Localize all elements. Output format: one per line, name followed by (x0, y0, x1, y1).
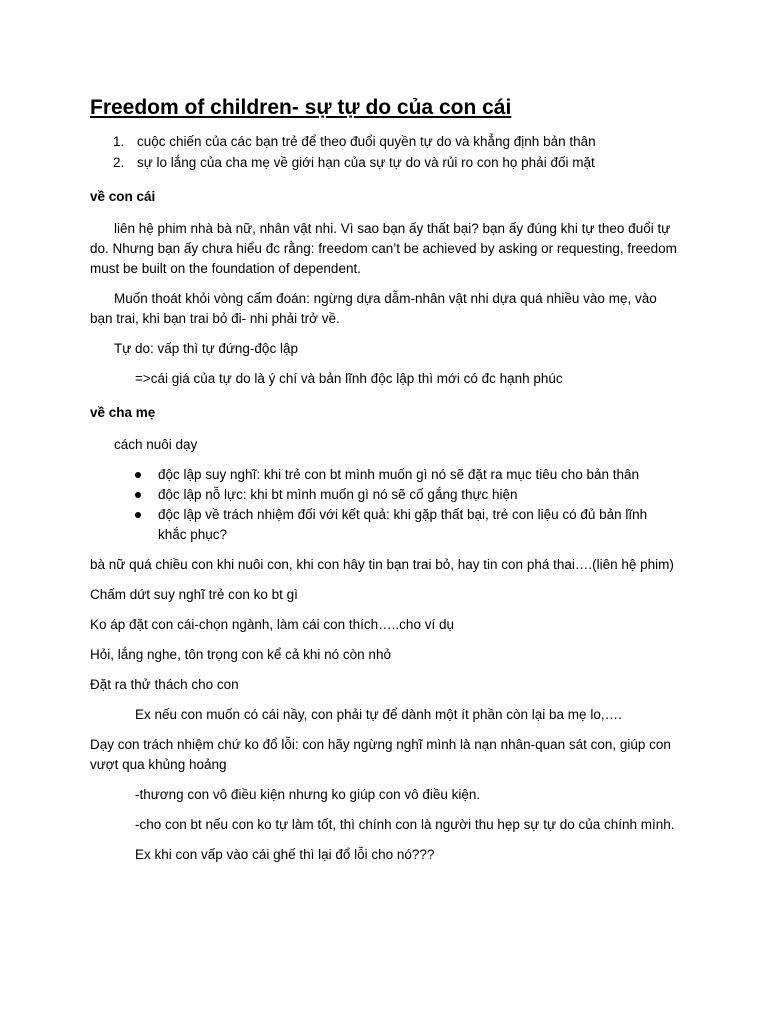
list-item (90, 485, 678, 505)
paragraph: Đặt ra thử thách cho con (90, 677, 239, 692)
section-heading-parents: về cha mẹ (90, 405, 156, 420)
bullet-list (90, 465, 678, 545)
paragraph: Ko áp đặt con cái-chọn ngành, làm cái con thích…..cho ví dụ (90, 617, 454, 632)
paragraph: =>cái giá của tự do là ý chí và bản lĩnh độc lập thì mới có đc hạnh phúc (135, 371, 563, 386)
list-text: độc lập về trách nhiệm đối với kết quả: khi gặp thất bại, trẻ con liệu có đủ bản lĩnh khắc phục? (158, 507, 648, 542)
paragraph: -thương con vô điều kiện nhưng ko giúp con vô điều kiện. (135, 787, 481, 802)
list-number: 2. (113, 155, 125, 170)
paragraph: cách nuôi dạy (114, 437, 198, 452)
document-title: Freedom of children- sự tự do của con cái (90, 96, 512, 119)
paragraph: bà nữ quá chiều con khi nuôi con, khi con hây tin bạn trai bỏ, hay tin con phá thai….(liên hệ phim) (90, 557, 674, 572)
list-text: cuộc chiến của các bạn trẻ để theo đuổi quyền tự do và khẳng định bản thân (137, 134, 596, 149)
paragraph: Ex nếu con muốn có cái nầy, con phải tự để dành một ít phần còn lại ba mẹ lo,…. (135, 707, 622, 722)
list-item (90, 152, 678, 173)
list-number: 1. (113, 134, 125, 149)
bullet-icon (90, 505, 158, 545)
list-text: sự lo lắng của cha mẹ về giới hạn của sự tự do và rủi ro con họ phải đối mặt (137, 155, 595, 170)
bullet-icon (90, 465, 158, 485)
paragraph: Muốn thoát khỏi vòng cấm đoán: ngừng dựa dẫm-nhân vật nhi dựa quá nhiều vào mẹ, vào bạn trai, khi bạn trai bỏ đi- nhi phải trở về. (90, 291, 657, 326)
paragraph: liên hệ phim nhà bà nữ, nhân vật nhi. Vì sao bạn ấy thất bại? bạn ấy đúng khi tự theo đuổi tự do. Nhưng bạn ấy chưa hiểu đc rằng: freedom can’t be achieved by asking or requesting, freedom must be built on the foundation of dependent. (90, 221, 677, 276)
paragraph: -cho con bt nếu con ko tự làm tốt, thì chính con là người thu hẹp sự tự do của chính mình. (135, 817, 675, 832)
section-heading-children: về con cái (90, 189, 156, 204)
paragraph: Ex khi con vấp vào cái ghế thì lại đổ lỗi cho nó??? (135, 847, 435, 862)
list-item (90, 131, 678, 152)
list-text: độc lập nỗ lực: khi bt mình muốn gì nó sẽ cố gắng thực hiện (158, 487, 518, 502)
paragraph: Dạy con trách nhiệm chứ ko đổ lỗi: con hãy ngừng nghĩ mình là nạn nhân-quan sát con, giúp con vượt qua khủng hoảng (90, 737, 671, 772)
list-text: độc lập suy nghĩ: khi trẻ con bt mình muốn gì nó sẽ đặt ra mục tiêu cho bản thân (158, 467, 640, 482)
bullet-icon (90, 485, 158, 505)
intro-list (90, 131, 678, 173)
paragraph: Hỏi, lắng nghe, tôn trọng con kể cả khi nó còn nhỏ (90, 647, 391, 662)
paragraph: Tự do: vấp thì tự đứng-độc lập (114, 341, 298, 356)
paragraph: Chấm dứt suy nghĩ trẻ con ko bt gì (90, 587, 298, 602)
list-item (90, 465, 678, 485)
list-item (90, 505, 678, 545)
